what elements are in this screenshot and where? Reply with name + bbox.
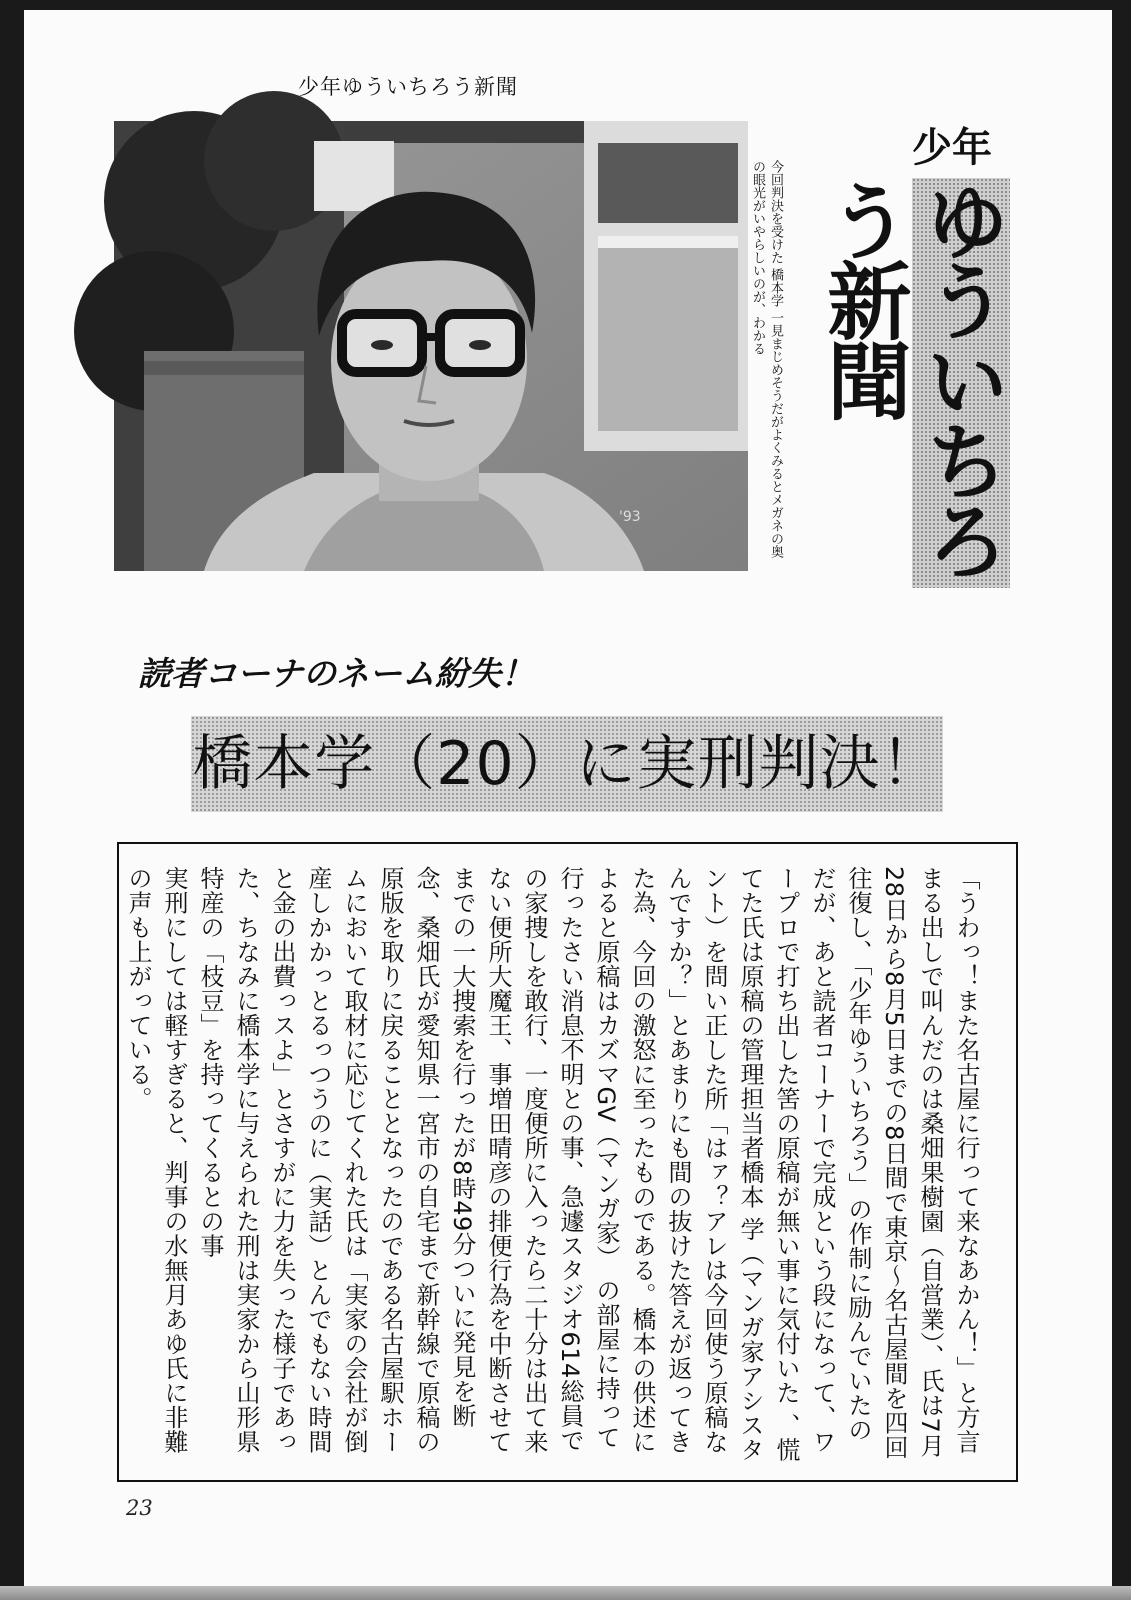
article-body (120, 866, 984, 1466)
portrait-photo (114, 121, 748, 571)
article-box (117, 842, 1018, 1482)
scan-edge (0, 1586, 1131, 1600)
article-paragraph: 「うわっ！また名古屋に行って来なあかん！」と方言まる出しで叫んだのは桑畑果樹園（自営業）、氏は7月28日から8月5日までの8日間で東京〜名古屋間を四回往復し、「少年ゆういちろう」の作制に励んでいたのだが、あと読者コーナーで完成という段になって、ワープロで打ち出した筈の原稿が無い事に気付いた 、慌てた氏は原稿の管理担当者橋本 学（マンガ家アシスタント）を問い正した所「はァ？アレは今回使う原稿なんですか？」とあまりにも間の抜けた答えが返ってきた為、今回の激怒に至ったものである。橋本の供述によると原稿はカズマGV（マンガ家） の部屋に持って行ったさい消息不明との事、急遽スタジオ614総員での家捜しを敢行、一度便所に入ったら二十分は出て来ない便所大魔王、事増田晴彦の排便行為を中断させてまでの一大捜索を行ったが8時49分ついに発見を断念、桑畑氏が愛知県一宮市の自宅まで新幹線で原稿の原版を取りに戻ることとなったのである名古屋駅ホームにおいて取材に応じてくれた氏は「実家の会社が倒産しかかっとるっつうのに（実話）とんでもない時間と金の出費っスよ」とさすがに力を失った様子であった、ちなみに橋本学に与えられた刑は実家から山形県特産の「枝豆」を持ってくるとの事 (196, 866, 980, 1463)
masthead-small-title: 少年 (912, 125, 992, 171)
page-number: 23 (126, 1496, 153, 1520)
portrait-photo-image (114, 121, 748, 571)
photo-date-stamp: '93 (619, 509, 641, 525)
headline: 橋本学（20）に実刑判決！ (191, 716, 943, 812)
masthead-title: ゆういちろう新聞 (912, 178, 1010, 588)
subheadline: 読者コーナのネーム紛失！ (138, 654, 534, 693)
photo-caption: 今回判決を受けた 橋本学 一見まじめそうだがよくみるとメガネの奥の眼光がいやらしいのが、わかる (750, 160, 783, 559)
page-header: 少年ゆういちろう新聞 (298, 75, 518, 99)
article-paragraph: 実刑にしては軽すぎると、判事の水無月あゆ氏に非難の声も上がっている。 (124, 866, 188, 1454)
